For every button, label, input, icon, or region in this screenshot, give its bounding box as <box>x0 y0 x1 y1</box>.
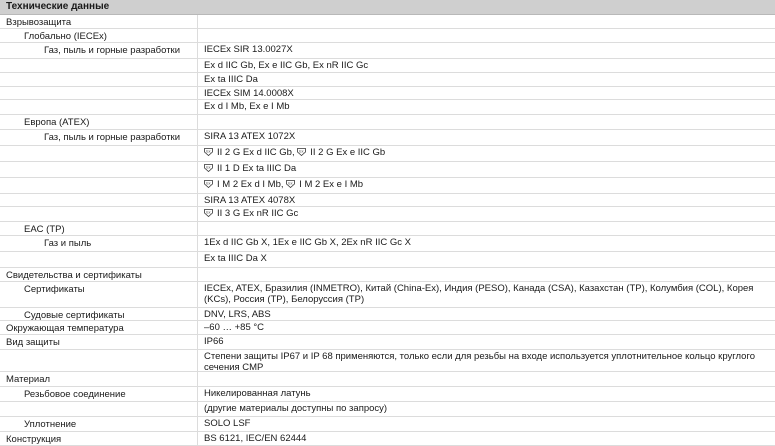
row-label: Глобально (IECEx) <box>0 29 198 42</box>
row-label: Европа (ATEX) <box>0 115 198 129</box>
table-row <box>0 335 775 350</box>
row-label <box>0 59 198 72</box>
svg-text:Ex: Ex <box>206 210 211 215</box>
table-body <box>0 15 775 446</box>
row-label <box>0 207 198 221</box>
row-label: Газ и пыль <box>0 236 198 251</box>
row-label <box>0 87 198 99</box>
table-row <box>0 387 775 402</box>
svg-text:Ex: Ex <box>206 165 211 170</box>
row-label: Свидетельства и сертификаты <box>0 268 198 281</box>
table-row <box>0 282 775 308</box>
row-label: Конструкция <box>0 432 198 445</box>
row-value <box>198 178 775 193</box>
row-label: Газ, пыль и горные разработки <box>0 43 198 58</box>
table-row <box>0 29 775 43</box>
row-value <box>198 268 775 281</box>
ex-marking-text: I M 2 Ex e I Mb <box>299 179 364 190</box>
ex-mark-icon <box>204 164 213 172</box>
table-row <box>0 207 775 222</box>
table-row <box>0 73 775 87</box>
table-row <box>0 115 775 130</box>
row-label: Сертификаты <box>0 282 198 307</box>
row-label <box>0 178 198 193</box>
row-value: BS 6121, IEC/EN 62444 <box>204 433 307 444</box>
row-value: Степени защиты IP67 и IP 68 применяются, только если для резьбы на входе используется уплотнительное кольцо круглого сечения CMP <box>204 351 755 373</box>
table-row <box>0 194 775 207</box>
row-value: (другие материалы доступны по запросу) <box>204 403 388 414</box>
ex-mark-icon <box>286 180 295 188</box>
row-label <box>0 252 198 267</box>
row-value: Ex d I Mb, Ex e I Mb <box>204 101 290 112</box>
row-value: DNV, LRS, ABS <box>204 309 271 320</box>
row-label <box>0 402 198 416</box>
table-row <box>0 222 775 236</box>
ex-mark-icon <box>204 148 213 156</box>
ex-marking-text: II 2 G Ex e IIC Gb <box>310 147 386 158</box>
row-value: Никелированная латунь <box>204 388 311 399</box>
row-label <box>0 100 198 114</box>
table-row <box>0 308 775 321</box>
row-label: Уплотнение <box>0 417 198 431</box>
table-row <box>0 130 775 146</box>
row-label: Газ, пыль и горные разработки <box>0 130 198 145</box>
row-label <box>0 350 198 371</box>
table-row <box>0 100 775 115</box>
row-label: Окружающая температура <box>0 321 198 334</box>
row-value: Ex d IIC Gb, Ex e IIC Gb, Ex nR IIC Gc <box>204 60 369 71</box>
table-row <box>0 417 775 432</box>
svg-text:Ex: Ex <box>206 149 211 154</box>
table-row <box>0 87 775 100</box>
row-label <box>0 73 198 86</box>
row-label <box>0 146 198 161</box>
ex-mark-icon <box>297 148 306 156</box>
svg-text:Ex: Ex <box>299 149 304 154</box>
row-value <box>198 222 775 235</box>
row-value: –60 … +85 °C <box>204 322 265 333</box>
table-row <box>0 350 775 372</box>
table-row <box>0 178 775 194</box>
table-row <box>0 321 775 335</box>
row-label: EAC (TP) <box>0 222 198 235</box>
row-label: Материал <box>0 372 198 386</box>
row-value: SIRA 13 ATEX 4078X <box>204 195 296 206</box>
row-value: Ex ta IIIC Da <box>204 74 258 85</box>
row-value <box>198 207 775 221</box>
row-value <box>198 15 775 28</box>
row-value: IECEx SIR 13.0027X <box>204 44 293 55</box>
row-label: Взрывозащита <box>0 15 198 28</box>
table-row <box>0 59 775 73</box>
row-value: SIRA 13 ATEX 1072X <box>204 131 296 142</box>
row-value: 1Ex d IIC Gb X, 1Ex e IIC Gb X, 2Ex nR IIC Gc X <box>204 237 411 248</box>
row-value <box>198 146 775 161</box>
ex-mark-icon <box>204 209 213 217</box>
table-row <box>0 268 775 282</box>
row-label <box>0 162 198 177</box>
row-value <box>198 115 775 129</box>
svg-text:Ex: Ex <box>206 181 211 186</box>
ex-mark-icon <box>204 180 213 188</box>
row-value: IECEx, ATEX, Бразилия (INMETRO), Китай (China-Ex), Индия (PESO), Канада (CSA), Казахстан (TP), Колумбия (COL), Корея (KCs), Россия (TP), Белоруссия (TP) <box>204 283 754 305</box>
ex-marking-text: II 3 G Ex nR IIC Gc <box>217 208 299 219</box>
table-row <box>0 43 775 59</box>
ex-marking-text: II 1 D Ex ta IIIC Da <box>217 163 297 174</box>
row-value: SOLO LSF <box>204 418 251 429</box>
table-header: Технические данные <box>0 0 775 15</box>
table-row <box>0 146 775 162</box>
row-value <box>198 372 775 386</box>
svg-text:Ex: Ex <box>288 181 293 186</box>
row-label: Вид защиты <box>0 335 198 349</box>
table-row <box>0 372 775 387</box>
row-label: Резьбовое соединение <box>0 387 198 401</box>
table-row <box>0 252 775 268</box>
table-row <box>0 402 775 417</box>
row-label: Судовые сертификаты <box>0 308 198 320</box>
ex-marking-text: II 2 G Ex d IIC Gb, <box>217 147 298 158</box>
table-row <box>0 15 775 29</box>
row-value: Ex ta IIIC Da X <box>204 253 267 264</box>
ex-marking-text: I M 2 Ex d I Mb, <box>217 179 287 190</box>
table-row <box>0 432 775 446</box>
table-row <box>0 236 775 252</box>
row-label <box>0 194 198 206</box>
row-value: IECEx SIM 14.0008X <box>204 88 294 99</box>
row-value <box>198 162 775 177</box>
row-value: IP66 <box>204 336 224 347</box>
row-value <box>198 29 775 42</box>
table-row <box>0 162 775 178</box>
